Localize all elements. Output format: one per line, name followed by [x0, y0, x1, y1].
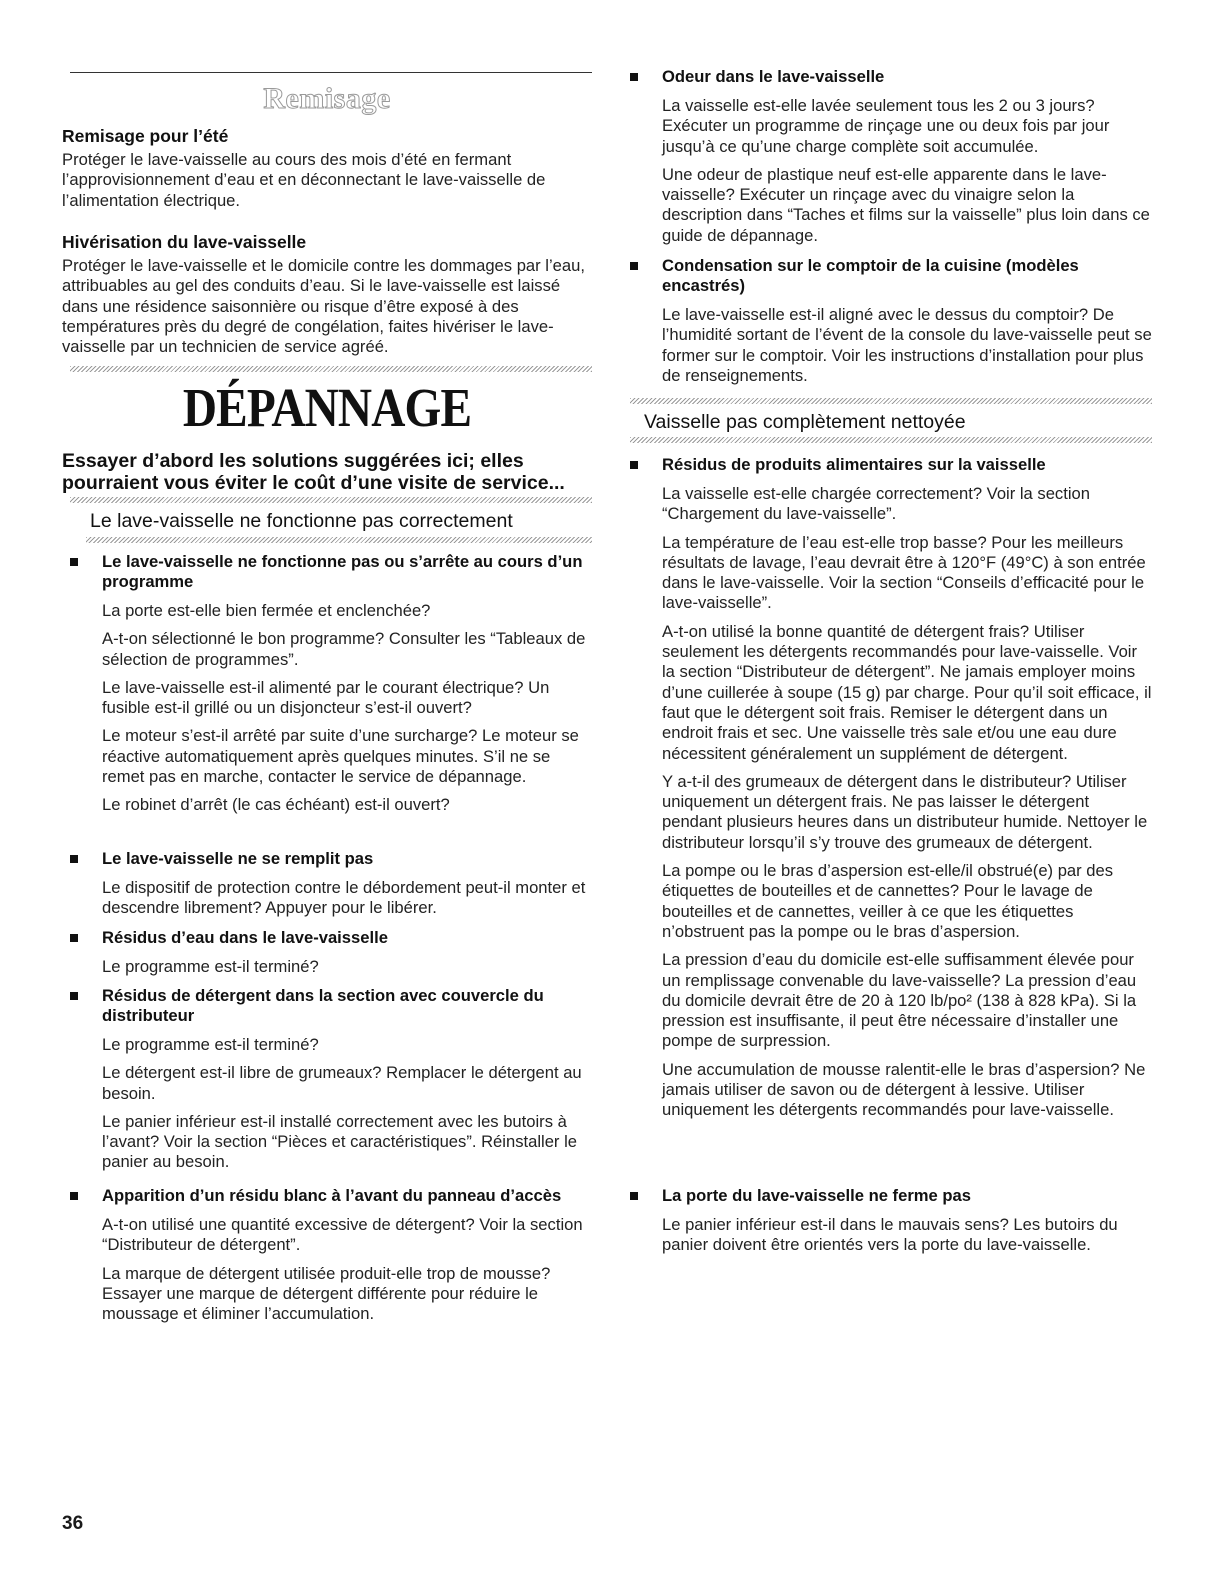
banner-hatch-top [70, 497, 592, 503]
remisage-winter-heading: Hivérisation du lave-vaisselle [62, 232, 307, 252]
issue-item [62, 986, 592, 1173]
issue-item [62, 849, 592, 919]
remisage-section-title: Remisage [263, 82, 391, 115]
banner-hatch-bottom [86, 537, 592, 543]
remisage-summer [62, 126, 592, 211]
right-banner [644, 411, 1144, 434]
issue-paragraph: Une accumulation de mousse ralentit-elle le bras d’aspersion? Ne jamais utiliser de savon ou de détergent à lessive. Utiliser uniquement les détergents recommandés pour lave-vaisselle. [662, 1059, 1146, 1120]
issue-paragraph: La porte est-elle bien fermée et enclenchée? [102, 601, 431, 620]
issue-paragraph: Le moteur s’est-il arrêté par suite d’une surcharge? Le moteur se réactive automatiquement après quelques minutes. S’il ne se remet pas en marche, contacter le service de dépannage. [102, 726, 579, 787]
issue-paragraph: Y a-t-il des grumeaux de détergent dans le distributeur? Utiliser uniquement un détergent frais. Ne pas laisser le détergent pendant plusieurs heures dans un distributeur humide. Nettoyer le distributeur lorsqu’il s’y trouve des grumeaux de détergent. [662, 771, 1148, 852]
issue-heading: Odeur dans le lave-vaisselle [622, 67, 1152, 87]
issue-paragraph: La vaisselle est-elle chargée correctement? Voir la section “Chargement du lave-vaisselle”. [662, 484, 1090, 524]
right-banner-title: Vaisselle pas complètement nettoyée [644, 411, 966, 433]
banner-hatch-bottom [630, 437, 1152, 443]
issue-paragraph: Le panier inférieur est-il installé correctement avec les butoirs à l’avant? Voir la section “Pièces et caractéristiques”. Réinstaller le panier au besoin. [102, 1111, 577, 1172]
issue-item [622, 256, 1152, 386]
issue-paragraph: Le programme est-il terminé? [102, 1035, 319, 1054]
issue-paragraph: Une odeur de plastique neuf est-elle apparente dans le lave-vaisselle? Exécuter un rinçage avec du vinaigre selon la description dans “Taches et films sur la vaisselle” plus loin dans ce guide de dépannage. [662, 164, 1150, 245]
depannage-intro-block [62, 450, 592, 494]
issue-item [622, 67, 1152, 246]
issue-item [622, 455, 1152, 1121]
issue-paragraph: A-t-on utilisé une quantité excessive de détergent? Voir la section “Distributeur de détergent”. [102, 1215, 583, 1255]
issue-heading: Résidus de produits alimentaires sur la vaisselle [622, 455, 1152, 475]
depannage-intro: Essayer d’abord les solutions suggérées ici; elles pourraient vous éviter le coût d’une visite de service... [62, 450, 565, 494]
remisage-summer-heading: Remisage pour l’été [62, 126, 229, 146]
depannage-title: DÉPANNAGE [182, 377, 472, 438]
issue-item [62, 928, 592, 977]
issue-paragraph: Le programme est-il terminé? [102, 957, 319, 976]
issue-paragraph: La température de l’eau est-elle trop basse? Pour les meilleurs résultats de lavage, l’eau devrait être à 120°F (49°C) à son entrée dans le lave-vaisselle. Voir la section “Conseils d’efficacité pour le lave-vaisselle”. [662, 532, 1146, 613]
issue-item [622, 1186, 1152, 1256]
depannage-title-block [62, 376, 592, 439]
issue-paragraph: Le panier inférieur est-il dans le mauvais sens? Les butoirs du panier doivent être orientés vers la porte du lave-vaisselle. [662, 1215, 1118, 1255]
issue-paragraph: A-t-on sélectionné le bon programme? Consulter les “Tableaux de sélection de programmes”. [102, 629, 586, 669]
issue-paragraph: Le robinet d’arrêt (le cas échéant) est-il ouvert? [102, 795, 450, 815]
remisage-winter-text: Protéger le lave-vaisselle et le domicile contre les dommages par l’eau, attribuables au gel des conduits d’eau. Si le lave-vaisselle est laissé dans une résidence saisonnière ou risque d’être exposé à des températures près du degré de congélation, faites hivériser le lave-vaisselle par un technicien de service agréé. [62, 256, 585, 357]
issue-heading: Résidus d’eau dans le lave-vaisselle [62, 928, 592, 948]
remisage-summer-text: Protéger le lave-vaisselle au cours des mois d’été en fermant l’approvisionnement d’eau et en déconnectant le lave-vaisselle de l’alimentation électrique. [62, 150, 546, 210]
issue-paragraph: Le lave-vaisselle est-il alimenté par le courant électrique? Un fusible est-il grillé ou un disjoncteur s’est-il ouvert? [102, 677, 550, 718]
issue-item [62, 552, 592, 816]
issue-paragraph: La vaisselle est-elle lavée seulement tous les 2 ou 3 jours? Exécuter un programme de rinçage une ou deux fois par jour jusqu’à ce qu’une charge complète soit accumulée. [662, 96, 1110, 156]
issue-heading: Résidus de détergent dans la section avec couvercle du distributeur [62, 986, 592, 1026]
issue-heading: La porte du lave-vaisselle ne ferme pas [622, 1186, 1152, 1206]
issue-paragraph: La marque de détergent utilisée produit-elle trop de mousse? Essayer une marque de détergent différente pour réduire le moussage et éliminer l’accumulation. [102, 1263, 551, 1324]
issue-paragraph: Le détergent est-il libre de grumeaux? Remplacer le détergent au besoin. [102, 1063, 582, 1103]
page-number: 36 [62, 1513, 84, 1534]
issue-heading: Le lave-vaisselle ne fonctionne pas ou s’arrête au cours d’un programme [62, 552, 592, 592]
top-rule [70, 72, 592, 73]
banner-hatch-top [630, 398, 1152, 404]
issue-heading: Le lave-vaisselle ne se remplit pas [62, 849, 592, 869]
left-banner [90, 510, 590, 533]
issue-heading: Condensation sur le comptoir de la cuisine (modèles encastrés) [622, 256, 1152, 296]
issue-paragraph: Le dispositif de protection contre le débordement peut-il monter et descendre librement? Appuyer pour le libérer. [102, 878, 586, 918]
remisage-winter [62, 232, 592, 357]
issue-paragraph: A-t-on utilisé la bonne quantité de détergent frais? Utiliser seulement les détergents recommandés pour lave-vaisselle. Voir la section “Distributeur de détergent”. Ne jamais employer moins d’une cuillerée à soupe (15 g) par charge. Pour qu’il soit efficace, il faut que le détergent soit frais. Remiser le détergent dans un endroit frais et sec. Une vaisselle très sale et/ou une eau dure nécessitent généralement un supplément de détergent. [662, 621, 1152, 763]
issue-heading: Apparition d’un résidu blanc à l’avant du panneau d’accès [62, 1186, 592, 1206]
issue-paragraph: La pression d’eau du domicile est-elle suffisamment élevée pour un remplissage convenable du lave-vaisselle? La pression d’eau du domicile devrait être de 20 à 120 lb/po² (138 à 828 kPa). Si la pression est insuffisante, il peut être nécessaire d’installer une pompe de surpression. [662, 950, 1137, 1051]
left-banner-title: Le lave-vaisselle ne fonctionne pas correctement [90, 510, 513, 532]
divider-hatch [70, 366, 592, 372]
issue-item [62, 1186, 592, 1324]
issue-paragraph: Le lave-vaisselle est-il aligné avec le dessus du comptoir? De l’humidité sortant de l’évent de la console du lave-vaisselle peut se former sur le comptoir. Voir les instructions d’installation pour plus de renseignements. [662, 305, 1152, 385]
issue-paragraph: La pompe ou le bras d’aspersion est-elle/il obstrué(e) par des étiquettes de bouteilles et de cannettes? Pour le lavage de bouteilles et de cannettes, veiller à ce que les étiquettes n’obstruent pas la pompe ou le bras d’aspersion. [662, 861, 1114, 941]
